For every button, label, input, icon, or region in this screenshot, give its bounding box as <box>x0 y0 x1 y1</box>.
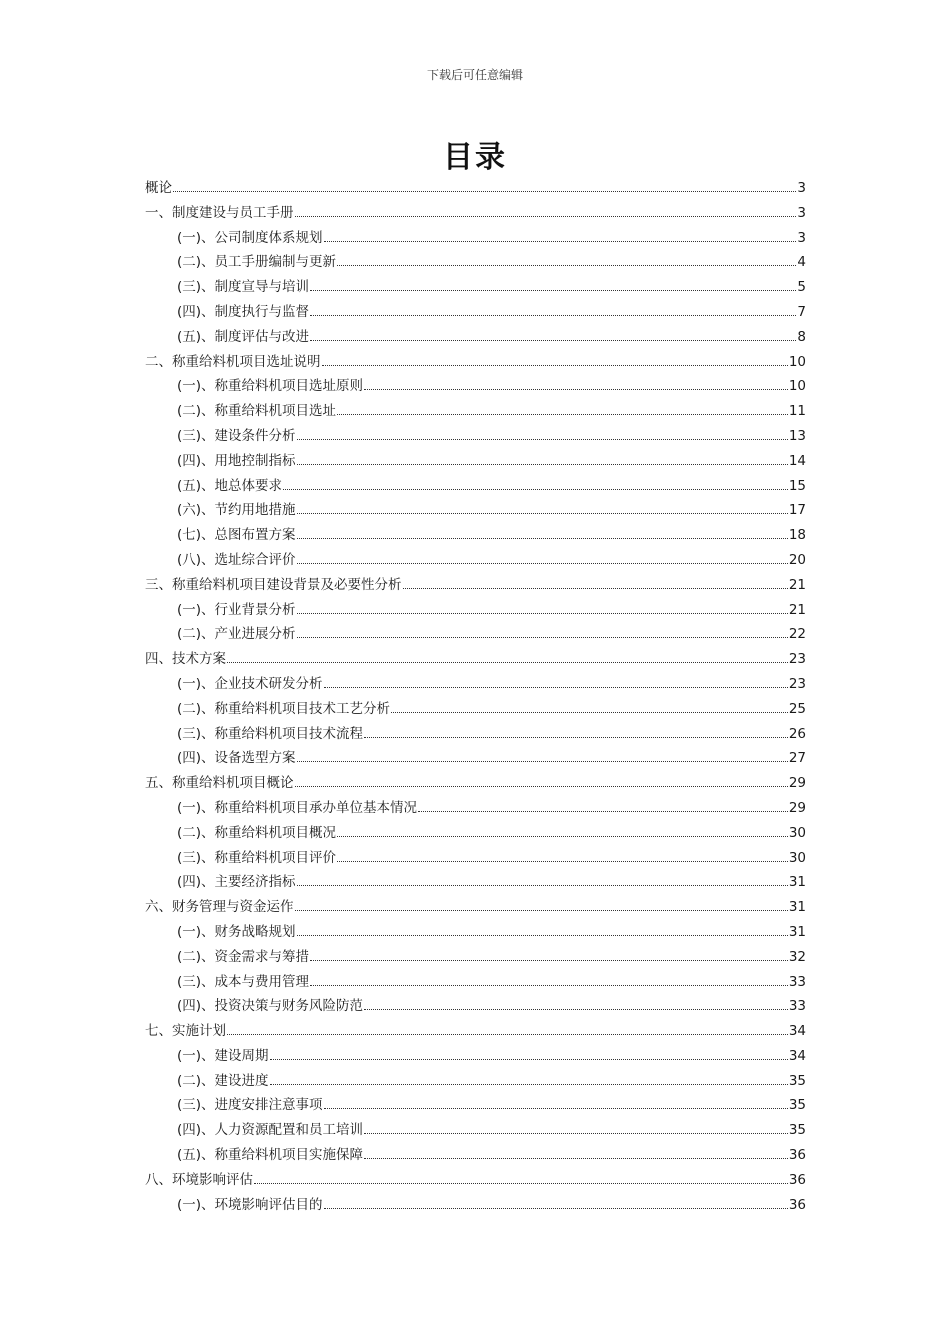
toc-entry-label: (二)、员工手册编制与更新 <box>177 254 337 271</box>
toc-entry-page-number: 10 <box>788 353 806 370</box>
dot-leader <box>337 414 788 415</box>
dot-leader <box>297 613 788 614</box>
toc-entry-page-number: 27 <box>788 750 806 767</box>
toc-entry-label: (一)、行业背景分析 <box>177 601 296 618</box>
toc-entry-page-number: 14 <box>788 452 806 469</box>
dot-leader <box>227 1034 788 1035</box>
toc-entry-label: 六、财务管理与资金运作 <box>145 899 294 916</box>
toc-entry-label: (五)、称重给料机项目实施保障 <box>177 1147 364 1164</box>
toc-entry[interactable] <box>145 226 806 251</box>
toc-entry-label: (一)、公司制度体系规划 <box>177 229 323 246</box>
toc-entry-label: (五)、地总体要求 <box>177 477 283 494</box>
toc-entry-page-number: 32 <box>788 948 806 965</box>
dot-leader <box>297 761 788 762</box>
dot-leader <box>310 290 796 291</box>
dot-leader <box>297 513 788 514</box>
toc-entry[interactable] <box>145 300 806 325</box>
toc-entry-page-number: 35 <box>788 1072 806 1089</box>
toc-entry[interactable] <box>145 548 806 573</box>
toc-entry-page-number: 31 <box>788 874 806 891</box>
dot-leader <box>297 538 788 539</box>
toc-entry-label: (四)、投资决策与财务风险防范 <box>177 998 364 1015</box>
dot-leader <box>297 563 788 564</box>
toc-entry-label: (四)、制度执行与监督 <box>177 303 310 320</box>
toc-entry-page-number: 31 <box>788 923 806 940</box>
dot-leader <box>310 315 796 316</box>
toc-entry-page-number: 34 <box>788 1023 806 1040</box>
dot-leader <box>310 985 788 986</box>
dot-leader <box>283 489 788 490</box>
toc-entry[interactable] <box>145 920 806 945</box>
toc-entry-page-number: 33 <box>788 998 806 1015</box>
dot-leader <box>270 1059 788 1060</box>
toc-entry[interactable] <box>145 449 806 474</box>
dot-leader <box>295 216 797 217</box>
dot-leader <box>310 340 796 341</box>
toc-entry-page-number: 30 <box>788 824 806 841</box>
toc-entry[interactable] <box>145 722 806 747</box>
toc-entry[interactable] <box>145 647 806 672</box>
toc-entry-page-number: 34 <box>788 1047 806 1064</box>
toc-entry-label: (六)、节约用地措施 <box>177 502 296 519</box>
toc-entry-label: (四)、主要经济指标 <box>177 874 296 891</box>
toc-entry[interactable] <box>145 573 806 598</box>
dot-leader <box>403 588 788 589</box>
toc-entry[interactable] <box>145 1019 806 1044</box>
dot-leader <box>295 910 788 911</box>
toc-entry-label: (八)、选址综合评价 <box>177 551 296 568</box>
toc-entry-page-number: 3 <box>797 204 806 221</box>
dot-leader <box>227 662 788 663</box>
toc-entry-label: (一)、环境影响评估目的 <box>177 1196 323 1213</box>
toc-entry[interactable] <box>145 821 806 846</box>
toc-entry-label: (二)、资金需求与筹措 <box>177 948 310 965</box>
toc-entry-label: 七、实施计划 <box>145 1023 226 1040</box>
toc-entry[interactable] <box>145 746 806 771</box>
dot-leader <box>364 1009 788 1010</box>
toc-entry-label: (二)、产业进展分析 <box>177 626 296 643</box>
toc-entry-label: 三、称重给料机项目建设背景及必要性分析 <box>145 576 402 593</box>
toc-entry[interactable] <box>145 622 806 647</box>
toc-entry-label: (七)、总图布置方案 <box>177 527 296 544</box>
toc-entry-page-number: 11 <box>788 403 806 420</box>
toc-entry-label: (三)、称重给料机项目技术流程 <box>177 725 364 742</box>
toc-entry-label: (四)、用地控制指标 <box>177 452 296 469</box>
toc-entry-label: (三)、制度宣导与培训 <box>177 279 310 296</box>
toc-entry-page-number: 5 <box>797 279 806 296</box>
toc-entry-page-number: 29 <box>788 799 806 816</box>
dot-leader <box>310 960 788 961</box>
toc-entry-label: 一、制度建设与员工手册 <box>145 204 294 221</box>
toc-entry-label: (四)、人力资源配置和员工培训 <box>177 1122 364 1139</box>
toc-entry[interactable] <box>145 994 806 1019</box>
toc-entry[interactable] <box>145 374 806 399</box>
dot-leader <box>391 712 788 713</box>
toc-entry-page-number: 4 <box>797 254 806 271</box>
toc-entry-page-number: 35 <box>788 1122 806 1139</box>
toc-entry[interactable] <box>145 771 806 796</box>
toc-entry-page-number: 22 <box>788 626 806 643</box>
toc-entry-page-number: 17 <box>788 502 806 519</box>
dot-leader <box>324 241 797 242</box>
toc-entry[interactable] <box>145 399 806 424</box>
toc-entry-label: (三)、进度安排注意事项 <box>177 1097 323 1114</box>
toc-entry-label: 概论 <box>145 180 172 196</box>
toc-title: 目录 <box>443 140 507 175</box>
dot-leader <box>364 389 788 390</box>
toc-entry-label: (一)、企业技术研发分析 <box>177 675 323 692</box>
dot-leader <box>364 1158 788 1159</box>
dot-leader <box>324 1108 788 1109</box>
toc-entry-label: 二、称重给料机项目选址说明 <box>145 353 321 370</box>
toc-entry-page-number: 15 <box>788 477 806 494</box>
toc-entry-label: (二)、称重给料机项目选址 <box>177 403 337 420</box>
toc-entry[interactable] <box>145 250 806 275</box>
dot-leader <box>270 1084 788 1085</box>
toc-entry-page-number: 8 <box>797 328 806 345</box>
toc-entry[interactable] <box>145 523 806 548</box>
toc-entry-page-number: 31 <box>788 899 806 916</box>
toc-entry-page-number: 26 <box>788 725 806 742</box>
toc-entry-page-number: 13 <box>788 427 806 444</box>
toc-entry-label: (二)、建设进度 <box>177 1072 269 1089</box>
toc-entry-label: (四)、设备选型方案 <box>177 750 296 767</box>
toc-entry[interactable] <box>145 424 806 449</box>
toc-entry-label: (一)、称重给料机项目选址原则 <box>177 378 364 395</box>
toc-entry-page-number: 35 <box>788 1097 806 1114</box>
dot-leader <box>337 265 796 266</box>
toc-entry[interactable] <box>145 796 806 821</box>
toc-entry-page-number: 36 <box>788 1196 806 1213</box>
toc-entry-page-number: 30 <box>788 849 806 866</box>
toc-entry[interactable] <box>145 1093 806 1118</box>
toc-entry-page-number: 20 <box>788 551 806 568</box>
toc-entry[interactable] <box>145 1193 806 1218</box>
toc-entry[interactable] <box>145 474 806 499</box>
dot-leader <box>254 1183 788 1184</box>
toc-entry-page-number: 10 <box>788 378 806 395</box>
toc-entry[interactable] <box>145 201 806 226</box>
dot-leader <box>337 861 788 862</box>
toc-entry-label: (二)、称重给料机项目技术工艺分析 <box>177 700 391 717</box>
toc-entry[interactable] <box>145 945 806 970</box>
dot-leader <box>297 464 788 465</box>
toc-entry[interactable] <box>145 176 806 201</box>
table-of-contents <box>145 176 806 1217</box>
toc-entry[interactable] <box>145 350 806 375</box>
toc-entry[interactable] <box>145 1143 806 1168</box>
toc-entry-label: (一)、建设周期 <box>177 1047 269 1064</box>
toc-entry-page-number: 18 <box>788 527 806 544</box>
dot-leader <box>322 365 788 366</box>
dot-leader <box>295 786 788 787</box>
dot-leader <box>173 191 796 192</box>
toc-entry-label: (五)、制度评估与改进 <box>177 328 310 345</box>
toc-entry[interactable] <box>145 870 806 895</box>
dot-leader <box>297 885 788 886</box>
dot-leader <box>364 1133 788 1134</box>
toc-entry[interactable] <box>145 970 806 995</box>
toc-entry-label: (一)、称重给料机项目承办单位基本情况 <box>177 799 418 816</box>
toc-entry-label: 四、技术方案 <box>145 651 226 668</box>
toc-entry-page-number: 23 <box>788 651 806 668</box>
toc-entry-page-number: 3 <box>797 229 806 246</box>
dot-leader <box>297 439 788 440</box>
toc-entry[interactable] <box>145 672 806 697</box>
toc-entry-label: (三)、成本与费用管理 <box>177 973 310 990</box>
toc-entry-page-number: 3 <box>797 180 806 196</box>
toc-entry-page-number: 25 <box>788 700 806 717</box>
toc-entry[interactable] <box>145 697 806 722</box>
toc-entry[interactable] <box>145 275 806 300</box>
toc-entry-label: (一)、财务战略规划 <box>177 923 296 940</box>
toc-entry-page-number: 29 <box>788 775 806 792</box>
dot-leader <box>364 737 788 738</box>
toc-entry[interactable] <box>145 1168 806 1193</box>
dot-leader <box>297 935 788 936</box>
toc-entry-label: 八、环境影响评估 <box>145 1171 253 1188</box>
dot-leader <box>324 687 788 688</box>
toc-entry[interactable] <box>145 498 806 523</box>
toc-entry[interactable] <box>145 598 806 623</box>
toc-entry-label: (二)、称重给料机项目概况 <box>177 824 337 841</box>
toc-entry[interactable] <box>145 895 806 920</box>
toc-entry-page-number: 7 <box>797 303 806 320</box>
toc-entry-page-number: 23 <box>788 675 806 692</box>
dot-leader <box>337 836 788 837</box>
dot-leader <box>297 637 788 638</box>
dot-leader <box>324 1208 788 1209</box>
toc-entry-label: (三)、建设条件分析 <box>177 427 296 444</box>
toc-entry[interactable] <box>145 846 806 871</box>
toc-entry[interactable] <box>145 1044 806 1069</box>
toc-entry-page-number: 36 <box>788 1171 806 1188</box>
dot-leader <box>418 811 788 812</box>
toc-entry-label: (三)、称重给料机项目评价 <box>177 849 337 866</box>
toc-entry[interactable] <box>145 1069 806 1094</box>
toc-entry-page-number: 33 <box>788 973 806 990</box>
toc-entry-label: 五、称重给料机项目概论 <box>145 775 294 792</box>
toc-entry-page-number: 21 <box>788 601 806 618</box>
toc-entry-page-number: 21 <box>788 576 806 593</box>
page-header-note: 下载后可任意编辑 <box>426 68 523 82</box>
toc-entry[interactable] <box>145 1118 806 1143</box>
toc-entry[interactable] <box>145 325 806 350</box>
toc-entry-page-number: 36 <box>788 1147 806 1164</box>
